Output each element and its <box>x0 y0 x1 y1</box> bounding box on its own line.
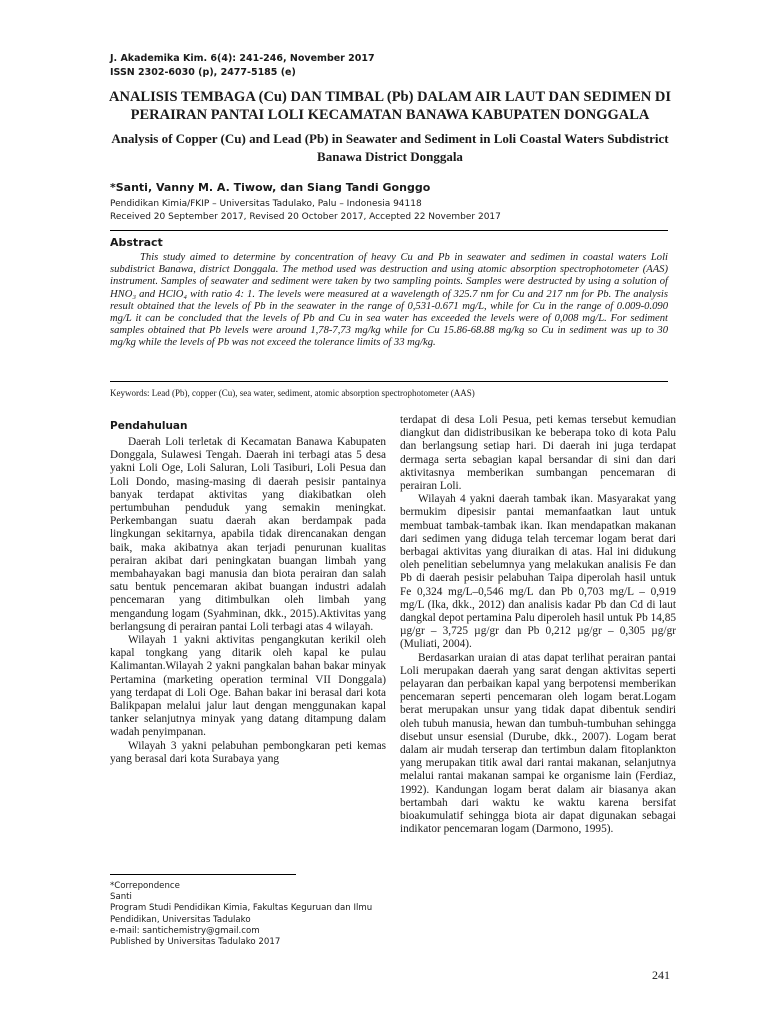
authors: *Santi, Vanny M. A. Tiwow, dan Siang Tandi Gonggo <box>110 181 431 194</box>
footnote-rule <box>110 874 296 875</box>
abstract-heading: Abstract <box>110 236 163 249</box>
affiliation-block <box>110 198 501 224</box>
abstract-text: This study aimed to determine by concentration of heavy Cu and Pb in seawater and sedimen in coastal waters Loli subdistrict Banawa, district Donggala. The method used was destruction and using atomic absorption spectrophotometer (AAS) instrument. Samples of seawater and sediment were taken by two sampling points. Samples were destructed by using a solution of HNO₃ and HClO₄ with ratio 4: 1. The levels were measured at a wavelength of 325.7 nm for Cu and 217 nm for Pb. The analysis result obtained that the levels of Pb in the seawater in the range of 0,531-0.671 mg/L, while for Cu in the range of 0.009-0.090 mg/L it can be concluded that the levels of Pb and Cu in sea water has exceeded the levels were of 0,008 mg/L. For sediment samples obtained that Pb levels were around 1,78-7,73 mg/kg while for Cu 15.86-68.88 mg/kg so Cu in sediment was up to 30 mg/kg while the levels of Pb was not exceed the tolerance limits of 33 mg/kg. <box>110 252 668 349</box>
received-dates: Received 20 September 2017, Revised 20 October 2017, Accepted 22 November 2017 <box>110 212 501 222</box>
paragraph: terdapat di desa Loli Pesua, peti kemas tersebut kemudian diangkut dan didistribusikan ke beberapa toko di kota Palu dan berlangsung setiap hari. Di daerah ini juga terdapat dermaga serta sebagian kapal bersandar di sini dan dari aktivitasnya memberikan sumbangan pencemaran di perairan Loli. <box>400 414 676 493</box>
footnote <box>110 881 372 948</box>
paragraph: Daerah Loli terletak di Kecamatan Banawa Kabupaten Donggala, Sulawesi Tengah. Daerah ini terbagi atas 5 desa yakni Loli Oge, Loli Saluran, Loli Tasiburi, Loli Pesua dan Loli Dondo, masing-masing di daerah pesisir pantainya banyak terdapat aktivitas yang diakibatkan oleh pertumbuhan penduduk yang semakin meningkat. Perkembangan suatu daerah akan berdampak pada lingkungan sekitarnya, apabila tidak direncanakan dengan baik, maka akibatnya akan terjadi penurunan kualitas perairan akibat dari peningkatan buangan limbah yang membahayakan bagi manusia dan biota perairan dan salah satu bentuk pencemaran akibat buangan industri adalah pencemaran yang ditimbulkan oleh limbah yang mengandung logam (Syahminan, dkk., 2015).Aktivitas yang berlangsung di perairan pantai Loli terbagi atas 4 wilayah. <box>110 436 386 633</box>
divider-bottom <box>110 381 668 382</box>
paragraph: Berdasarkan uraian di atas dapat terlihat perairan pantai Loli merupakan daerah yang sarat dengan aktivitas seperti pelayaran dan perbaikan kapal yang berpotensi memberikan pencemaran seperti pencemaran oleh logam berat.Logam berat merupakan unsur yang tidak dapat dibentuk sendiri oleh tubuh manusia, hewan dan tumbuh-tumbuhan sehingga disebut unsur esensial (Durube, dkk., 2007). Logam berat dalam air mudah terserap dan tertimbun dalam fitoplankton yang merupakan titik awal dari rantai makanan, selanjutnya melalui rantai makanan sampai ke organisme lain (Ferdiaz, 1992). Kandungan logam berat dalam air biasanya akan bertambah dari waktu ke waktu karena bersifat bioakumulatif sehingga biota air dapat digunakan sebagai indikator pencemaran logam (Darmono, 1995). <box>400 651 676 836</box>
title-english: Analysis of Copper (Cu) and Lead (Pb) in Seawater and Sediment in Loli Coastal Waters Subdistrict Banawa District Donggala <box>111 131 669 164</box>
footnote-name: Santi <box>110 892 132 903</box>
affiliation: Pendidikan Kimia/FKIP – Universitas Tadulako, Palu – Indonesia 94118 <box>110 199 422 209</box>
title-indonesian: ANALISIS TEMBAGA (Cu) DAN TIMBAL (Pb) DALAM AIR LAUT DAN SEDIMEN DI PERAIRAN PANTAI LOLI KECAMATAN BANAWA KABUPATEN DONGGALA <box>109 89 671 123</box>
journal-info <box>110 52 375 80</box>
page-number: 241 <box>652 968 670 982</box>
footnote-published: Published by Universitas Tadulako 2017 <box>110 937 281 948</box>
footnote-email: e-mail: santichemistry@gmail.com <box>110 925 260 936</box>
paragraph: Wilayah 1 yakni aktivitas pengangkutan kerikil oleh kapal tongkang yang ditarik oleh kapal ke pulau Kalimantan.Wilayah 2 yakni pangkalan bahan bakar minyak Pertamina (marketing operation terminal VII Donggala) yang terdapat di Loli Oge. Bahan bakar ini berasal dari kota Balikpapan melalui jalur laut dengan menggunakan kapal tanker selanjutnya minyak yang datang ditampung dalam wadah penyimpanan. <box>110 634 386 739</box>
section-heading-pendahuluan: Pendahuluan <box>110 420 188 432</box>
paragraph: Wilayah 4 yakni daerah tambak ikan. Masyarakat yang bermukim dipesisir pantai memanfaatkan laut untuk membuat tambak-tambak ikan. Ikan mendapatkan makanan dari sedimen yang diduga telah tercemar logam berat dari berbagai aktivitas yang diuraikan di atas. Hal ini didukung oleh penelitian sebelumnya yang melakukan analisis Fe dan Pb di daerah pesisir pelabuhan Taipa diperolah hasil untuk Fe 0,324 mg/L–0,546 mg/L dan Pb 0,703 mg/L – 0,919 mg/L (Ika, dkk., 2012) dan analisis kadar Pb dan Cd di laut dangkal depot pertamina Palu diperoleh hasil untuk Pb 14,85 µg/gr – 3,725 µg/gr dan Pb 0,212 µg/gr – 0,305 µg/gr (Muliati, 2004). <box>400 493 676 651</box>
right-column <box>400 414 676 837</box>
left-column <box>110 436 386 766</box>
journal-citation: J. Akademika Kim. 6(4): 241-246, November 2017 <box>110 53 375 64</box>
paragraph: Wilayah 3 yakni pelabuhan pembongkaran peti kemas yang berasal dari kota Surabaya yang <box>110 739 386 765</box>
footnote-label: *Correpondence <box>110 881 180 891</box>
footnote-dept2: Pendidikan, Universitas Tadulako <box>110 914 251 925</box>
keywords: Keywords: Lead (Pb), copper (Cu), sea water, sediment, atomic absorption spectrophotometer (AAS) <box>110 388 475 398</box>
footnote-dept: Program Studi Pendidikan Kimia, Fakultas Keguruan dan Ilmu <box>110 903 373 914</box>
journal-issn: ISSN 2302-6030 (p), 2477-5185 (e) <box>110 67 296 78</box>
divider-top <box>110 230 668 231</box>
